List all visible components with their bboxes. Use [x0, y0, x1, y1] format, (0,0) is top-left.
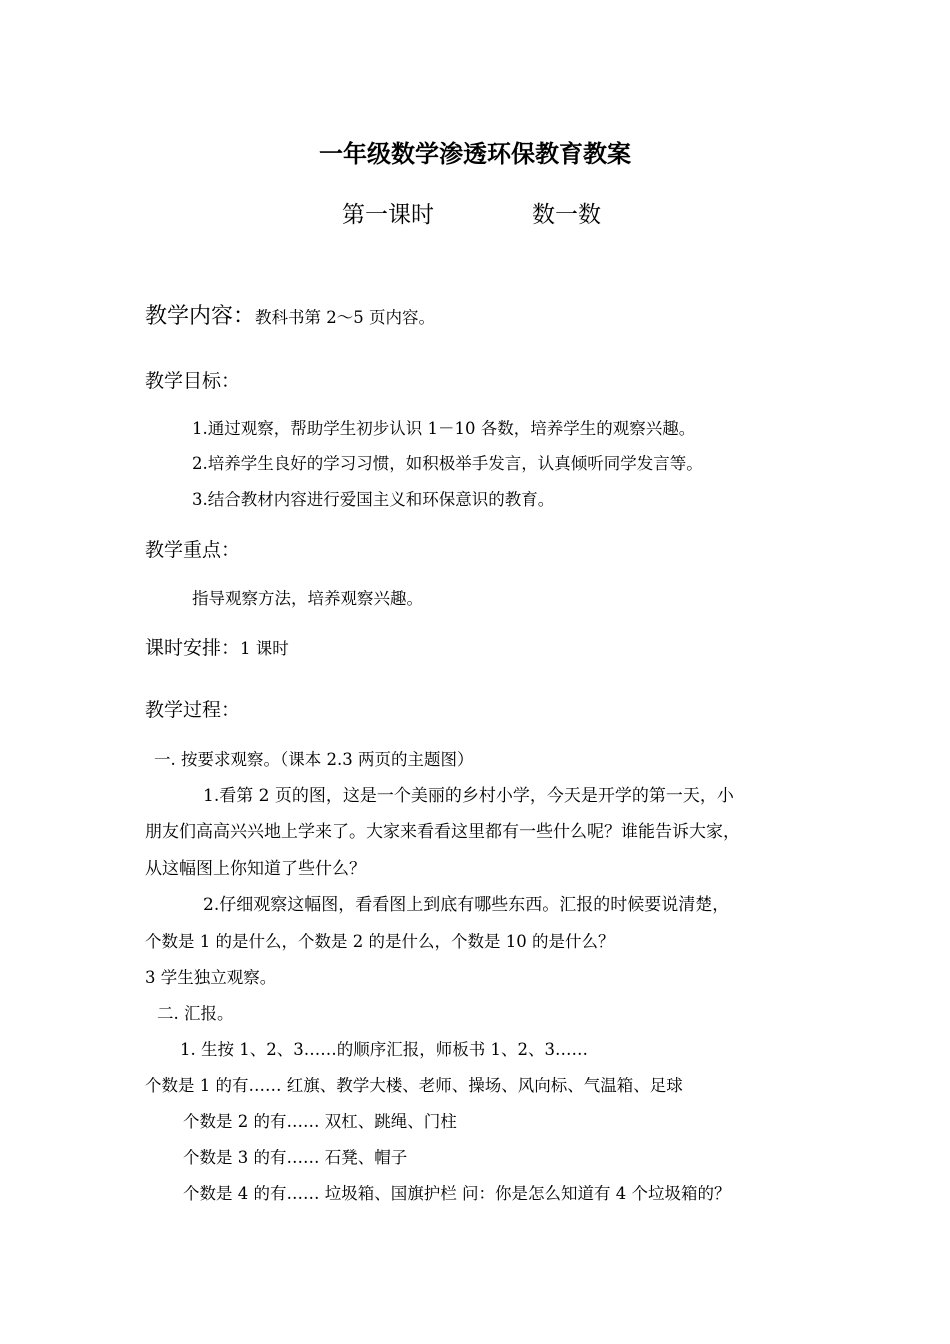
process-line: 3 学生独立观察。: [145, 968, 277, 987]
schedule-label: 课时安排：: [145, 637, 241, 659]
process-line: 从这幅图上你知道了些什么？: [145, 859, 366, 879]
key-point-label: 教学重点：: [145, 539, 241, 561]
goal-item: 1.通过观察，帮助学生初步认识 1－10 各数，培养学生的观察兴趣。: [192, 419, 696, 438]
process-line: 1.看第 2 页的图，这是一个美丽的乡村小学，今天是开学的第一天，小: [203, 786, 734, 806]
content-label: 教学内容：: [145, 304, 256, 329]
goal-item: 2.培养学生良好的学习习惯，如积极举手发言，认真倾听同学发言等。: [192, 454, 703, 473]
content-row: [145, 306, 435, 328]
process-line: 个数是 1 的有…… 红旗、教学大楼、老师、操场、风向标、气温箱、足球: [145, 1076, 683, 1095]
lesson-number: 第一课时: [342, 202, 434, 228]
goals-label: 教学目标：: [145, 370, 241, 392]
schedule-row: [145, 639, 289, 658]
lesson-name: 数一数: [532, 202, 601, 228]
process-line: 个数是 3 的有…… 石凳、帽子: [183, 1148, 408, 1167]
process-label: 教学过程：: [145, 699, 241, 721]
process-line: 一. 按要求观察。（课本 2.3 两页的主题图）: [154, 750, 474, 769]
content-text: 教科书第 2～5 页内容。: [255, 308, 436, 327]
schedule-text: 1 课时: [240, 639, 289, 658]
key-point-text: 指导观察方法，培养观察兴趣。: [192, 589, 423, 608]
process-line: 二. 汇报。: [157, 1004, 234, 1023]
document-title: 一年级数学渗透环保教育教案: [319, 140, 631, 168]
process-line: 个数是 4 的有…… 垃圾箱、国旗护栏 问：你是怎么知道有 4 个垃圾箱的？: [183, 1184, 731, 1203]
process-line: 个数是 1 的是什么，个数是 2 的是什么，个数是 10 的是什么？: [145, 932, 615, 951]
process-line: 1. 生按 1、2、3……的顺序汇报，师板书 1、2、3……: [180, 1040, 588, 1059]
goal-item: 3.结合教材内容进行爱国主义和环保意识的教育。: [192, 490, 555, 509]
process-line: 朋友们高高兴兴地上学来了。大家来看看这里都有一些什么呢？谁能告诉大家，: [145, 822, 740, 842]
process-line: 2.仔细观察这幅图，看看图上到底有哪些东西。汇报的时候要说清楚，: [203, 895, 730, 915]
process-line: 个数是 2 的有…… 双杠、跳绳、门柱: [183, 1112, 457, 1131]
